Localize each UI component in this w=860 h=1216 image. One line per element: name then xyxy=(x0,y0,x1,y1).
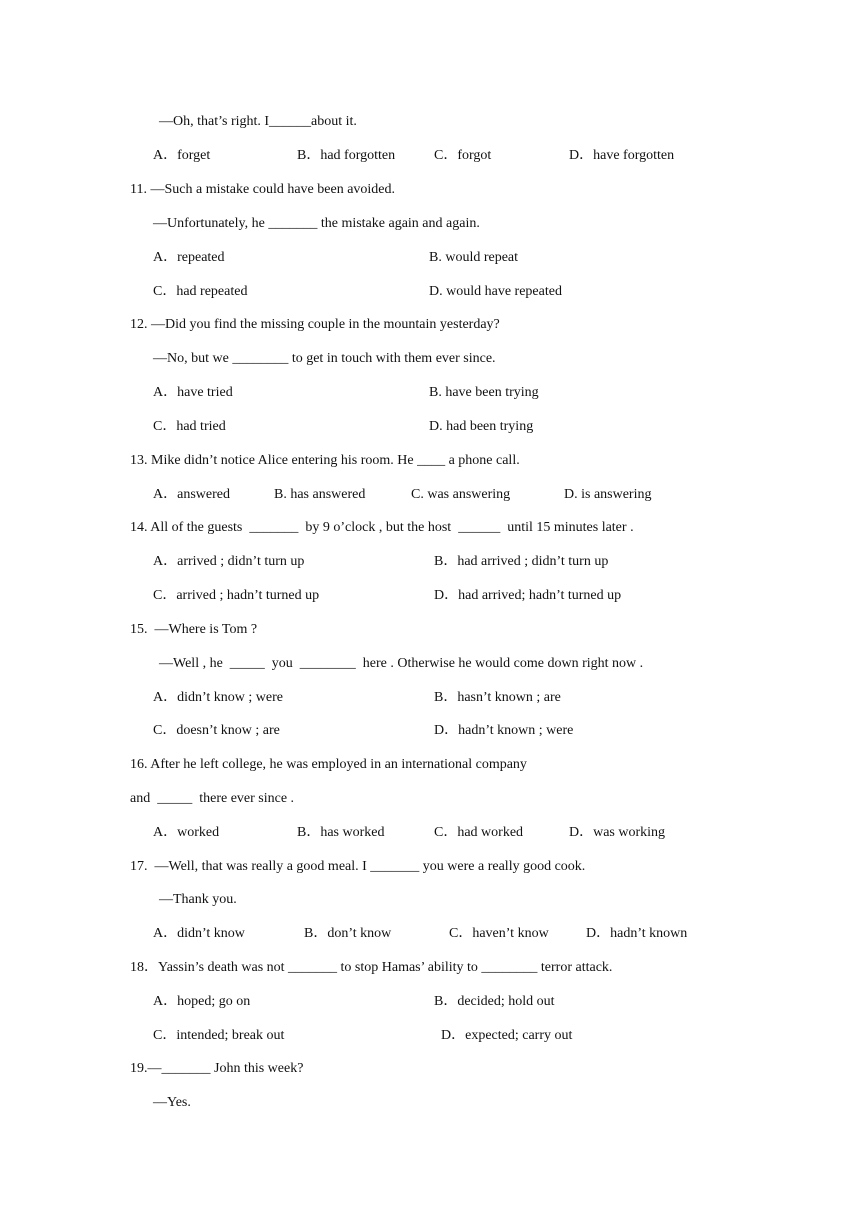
q11-reply: —Unfortunately, he _______ the mistake again and again. xyxy=(153,216,480,231)
q11-option-a: A．repeated xyxy=(153,250,225,265)
q17-option-c: C．haven’t know xyxy=(449,926,549,941)
q17-reply: —Thank you. xyxy=(159,892,237,907)
q13-stem: 13. Mike didn’t notice Alice entering his room. He ____ a phone call. xyxy=(130,453,520,468)
q15-stem: 15. —Where is Tom ? xyxy=(130,622,258,637)
q15-option-d: D．hadn’t known ; were xyxy=(434,723,574,738)
q12-option-a: A．have tried xyxy=(153,385,233,400)
q16-option-d: D．was working xyxy=(569,825,666,840)
q19-stem: 19.—_______ John this week? xyxy=(130,1061,304,1076)
q10-option-d: D．have forgotten xyxy=(569,148,675,163)
q11-option-c: C．had repeated xyxy=(153,284,248,299)
q15-reply: —Well , he _____ you ________ here . Otherwise he would come down right now . xyxy=(159,656,644,671)
q16-stem-continued: and _____ there ever since . xyxy=(130,791,295,806)
q15-option-a: A．didn’t know ; were xyxy=(153,690,283,705)
q17-option-b: B．don’t know xyxy=(304,926,392,941)
q16-option-a: A．worked xyxy=(153,825,220,840)
q11-option-d: D. would have repeated xyxy=(429,284,562,299)
q19-reply: —Yes. xyxy=(153,1095,191,1110)
q15-option-b: B．hasn’t known ; are xyxy=(434,690,561,705)
q14-option-c: C．arrived ; hadn’t turned up xyxy=(153,588,320,603)
q10-reply: —Oh, that’s right. I______about it. xyxy=(159,114,357,129)
q13-option-a: A．answered xyxy=(153,487,230,502)
q18-option-b: B．decided; hold out xyxy=(434,994,555,1009)
q13-option-b: B. has answered xyxy=(274,487,366,502)
q18-option-a: A．hoped; go on xyxy=(153,994,251,1009)
q12-option-d: D. had been trying xyxy=(429,419,534,434)
q14-option-d: D．had arrived; hadn’t turned up xyxy=(434,588,622,603)
q14-stem: 14. All of the guests _______ by 9 o’clock , but the host ______ until 15 minutes later . xyxy=(130,520,634,535)
q10-option-b: B．had forgotten xyxy=(297,148,396,163)
q11-stem: 11. —Such a mistake could have been avoided. xyxy=(130,182,396,197)
q17-option-a: A．didn’t know xyxy=(153,926,245,941)
q10-option-a: A．forget xyxy=(153,148,211,163)
q16-stem: 16. After he left college, he was employed in an international company xyxy=(130,757,527,772)
q18-stem: 18．Yassin’s death was not _______ to stop Hamas’ ability to ________ terror attack. xyxy=(130,960,613,975)
q13-option-c: C. was answering xyxy=(411,487,511,502)
q12-stem: 12. —Did you find the missing couple in the mountain yesterday? xyxy=(130,317,500,332)
q11-option-b: B. would repeat xyxy=(429,250,519,265)
q10-option-c: C．forgot xyxy=(434,148,492,163)
q17-stem: 17. —Well, that was really a good meal. I _______ you were a really good cook. xyxy=(130,859,586,874)
q12-option-b: B. have been trying xyxy=(429,385,539,400)
q15-option-c: C．doesn’t know ; are xyxy=(153,723,280,738)
q12-reply: —No, but we ________ to get in touch with them ever since. xyxy=(153,351,496,366)
q16-option-b: B．has worked xyxy=(297,825,385,840)
q14-option-b: B．had arrived ; didn’t turn up xyxy=(434,554,609,569)
q18-option-d: D．expected; carry out xyxy=(441,1028,573,1043)
q16-option-c: C．had worked xyxy=(434,825,524,840)
q12-option-c: C．had tried xyxy=(153,419,226,434)
q13-option-d: D. is answering xyxy=(564,487,652,502)
q14-option-a: A．arrived ; didn’t turn up xyxy=(153,554,305,569)
q17-option-d: D．hadn’t known xyxy=(586,926,688,941)
q18-option-c: C．intended; break out xyxy=(153,1028,285,1043)
